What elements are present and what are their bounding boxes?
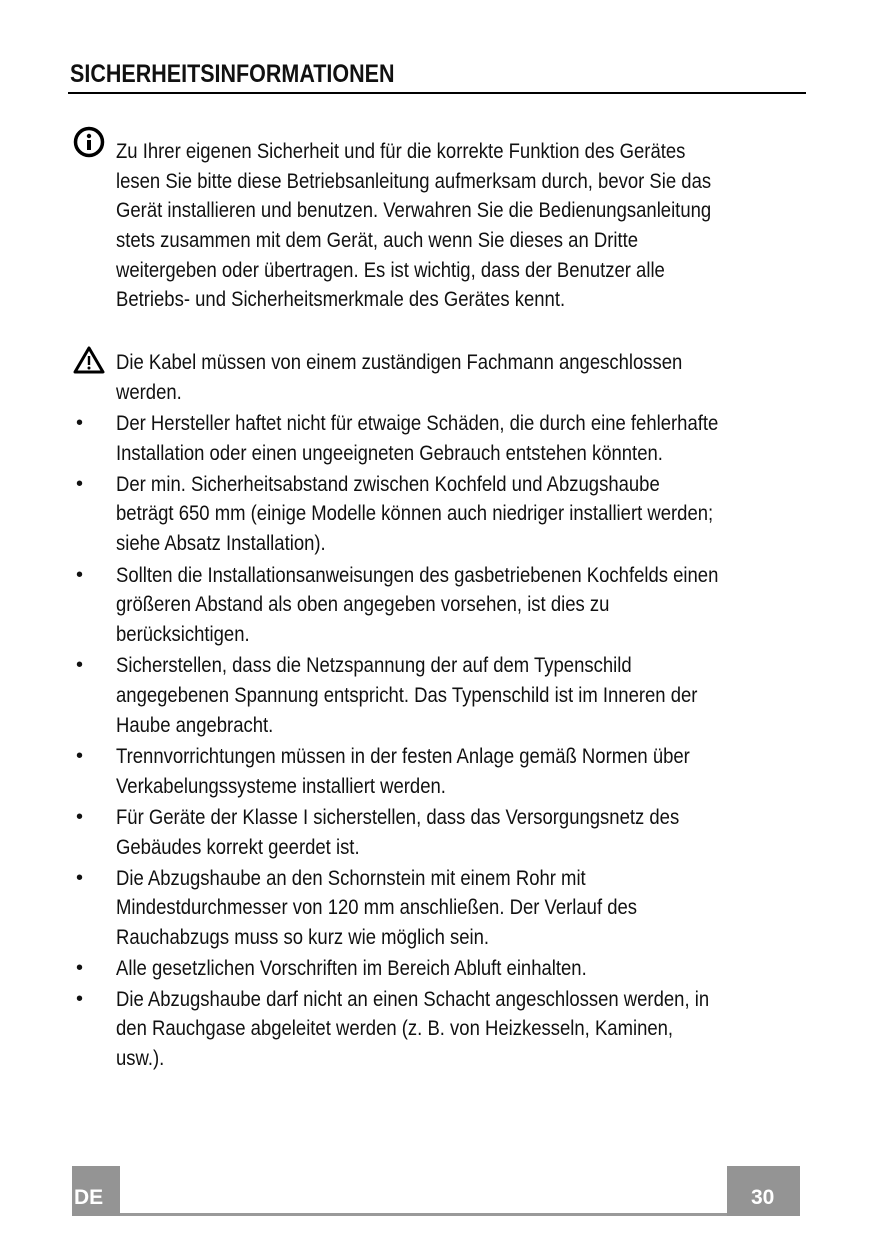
language-badge (72, 1166, 120, 1216)
text-line: Der min. Sicherheitsabstand zwischen Kochfeld und Abzugshaube (116, 471, 660, 496)
list-item (116, 985, 806, 1074)
bullet-icon: • (76, 654, 84, 677)
text-line: den Rauchgase abgeleitet werden (z. B. von Heizkesseln, Kaminen, (116, 1016, 674, 1041)
text-line: Gebäudes korrekt geerdet ist. (116, 834, 360, 859)
text-line: Die Kabel müssen von einem zuständigen Fachmann angeschlossen (116, 350, 683, 374)
text-line: größeren Abstand als oben angegeben vorsehen, ist dies zu (116, 592, 610, 617)
text-line: beträgt 650 mm (einige Modelle können auch niedriger installiert werden; (116, 501, 714, 526)
text-line: Mindestdurchmesser von 120 mm anschließen. Der Verlauf des (116, 895, 638, 920)
page-number-badge (727, 1166, 800, 1216)
text-line: Sollten die Installationsanweisungen des gasbetriebenen Kochfelds einen (116, 562, 719, 587)
info-paragraph (116, 137, 808, 315)
text-line: Zu Ihrer eigenen Sicherheit und für die korrekte Funktion des Gerätes (116, 139, 686, 163)
text-line: angegebenen Spannung entspricht. Das Typenschild ist im Inneren der (116, 683, 698, 708)
footer-rule (72, 1213, 800, 1216)
bullet-icon: • (76, 866, 84, 889)
text-line: weitergeben oder übertragen. Es ist wichtig, dass der Benutzer alle (116, 257, 665, 282)
text-line: Für Geräte der Klasse I sicherstellen, dass das Versorgungsnetz des (116, 804, 680, 829)
section-title: SICHERHEITSINFORMATIONEN (70, 60, 395, 88)
list-item (116, 470, 810, 559)
text-line: siehe Absatz Installation). (116, 530, 326, 555)
title-rule (68, 92, 806, 94)
text-line: Rauchabzugs muss so kurz wie möglich sein. (116, 924, 490, 949)
text-line: Verkabelungssysteme installiert werden. (116, 773, 446, 798)
text-line: Der Hersteller haftet nicht für etwaige Schäden, die durch eine fehlerhafte (116, 411, 719, 435)
text-line: Betriebs- und Sicherheitsmerkmale des Gerätes kennt. (116, 287, 566, 312)
bullet-icon: • (76, 412, 84, 434)
text-line: Haube angebracht. (116, 712, 274, 737)
text-line: stets zusammen mit dem Gerät, auch wenn Sie dieses an Dritte (116, 228, 639, 253)
bullet-icon: • (76, 987, 84, 1010)
warning-paragraph (116, 348, 775, 407)
list-item (116, 742, 783, 801)
text-line: Trennvorrichtungen müssen in der festen Anlage gemäß Normen über (116, 744, 690, 769)
text-line: lesen Sie bitte diese Betriebsanleitung aufmerksam durch, bevor Sie das (116, 168, 712, 193)
text-line: Gerät installieren und benutzen. Verwahren Sie die Bedienungsanleitung (116, 198, 712, 223)
bullet-icon: • (76, 805, 84, 828)
bullet-icon: • (76, 472, 84, 495)
language-label: DE (74, 1186, 104, 1209)
text-line: Sicherstellen, dass die Netzspannung der auf dem Typenschild (116, 653, 632, 678)
list-item (116, 954, 663, 984)
list-item (116, 561, 816, 650)
text-line: Die Abzugshaube darf nicht an einen Schacht angeschlossen werden, in (116, 986, 710, 1011)
warning-icon (72, 345, 106, 375)
list-item (116, 409, 816, 468)
text-line: Die Abzugshaube an den Schornstein mit einem Rohr mit (116, 865, 586, 890)
text-line: usw.). (116, 1046, 165, 1071)
list-item (116, 864, 722, 953)
bullet-icon: • (76, 957, 84, 980)
bullet-icon: • (76, 563, 84, 586)
bullet-icon: • (76, 745, 84, 768)
list-item (116, 651, 792, 740)
text-line: Installation oder einen ungeeigneten Gebrauch entstehen könnten. (116, 440, 663, 465)
text-line: berücksichtigen. (116, 621, 250, 646)
list-item (116, 803, 771, 862)
page-number: 30 (751, 1186, 775, 1209)
text-line: Alle gesetzlichen Vorschriften im Bereich Abluft einhalten. (116, 956, 587, 981)
text-line: werden. (116, 379, 182, 404)
info-icon (73, 126, 105, 158)
